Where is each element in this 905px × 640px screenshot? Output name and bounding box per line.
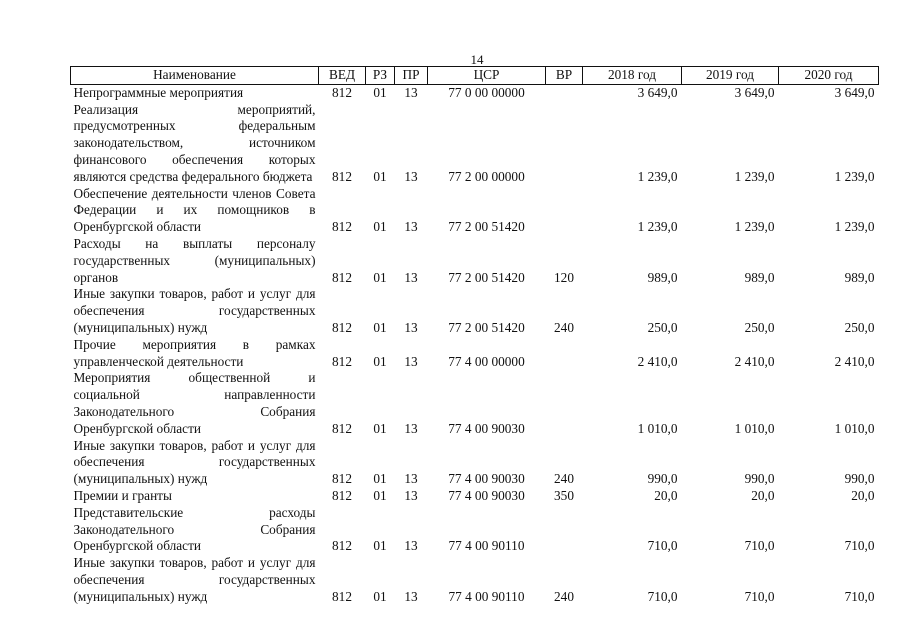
cell-ved: 812	[332, 84, 352, 100]
cell-pr: 13	[404, 353, 418, 369]
table-row	[71, 505, 879, 555]
cell-rz: 01	[373, 219, 387, 235]
cell-name: Иные закупки товаров, работ и услуг для обеспечения государственных (муниципальных) нужд	[73, 555, 316, 604]
cell-y2018: 1 010,0	[637, 420, 678, 436]
cell-rz: 01	[373, 84, 387, 100]
cell-name: Мероприятия общественной и социальной направленности Законодательного Собрания Оренбургской области	[73, 370, 316, 436]
cell-y2019: 2 410,0	[734, 353, 775, 369]
cell-y2020: 250,0	[844, 319, 875, 335]
cell-ved: 812	[332, 353, 352, 369]
cell-ved: 812	[332, 471, 352, 487]
cell-y2020: 989,0	[844, 269, 875, 285]
table-row	[71, 337, 879, 371]
column-header-name: Наименование	[71, 67, 319, 85]
cell-vr: 240	[554, 588, 574, 604]
table-row	[71, 102, 879, 186]
cell-y2019: 989,0	[744, 269, 775, 285]
table-row	[71, 236, 879, 286]
cell-y2019: 990,0	[744, 471, 775, 487]
cell-y2018: 1 239,0	[637, 219, 678, 235]
budget-table	[70, 66, 879, 606]
column-header-2019: 2019 год	[682, 67, 779, 85]
cell-rz: 01	[373, 420, 387, 436]
cell-pr: 13	[404, 269, 418, 285]
cell-csr: 77 4 00 90110	[448, 588, 525, 604]
table-row	[71, 286, 879, 336]
cell-vr	[546, 84, 583, 101]
cell-rz: 01	[373, 168, 387, 184]
cell-pr: 13	[404, 168, 418, 184]
cell-name: Прочие мероприятия в рамках управленческой деятельности	[73, 336, 316, 369]
cell-vr: 240	[554, 319, 574, 335]
cell-y2018: 1 239,0	[637, 168, 678, 184]
cell-ved: 812	[332, 168, 352, 184]
cell-rz: 01	[373, 353, 387, 369]
cell-csr: 77 4 00 90110	[448, 538, 525, 554]
table-row	[71, 488, 879, 505]
cell-ved: 812	[332, 538, 352, 554]
cell-name: Реализация мероприятий, предусмотренных федеральным законодательством, источником финансового обеспечения которых являются средства федерального бюджета	[73, 101, 316, 184]
table-row	[71, 555, 879, 605]
column-header-ved: ВЕД	[319, 67, 366, 85]
cell-vr: 240	[554, 471, 574, 487]
table-row	[71, 438, 879, 488]
cell-ved: 812	[332, 487, 352, 503]
cell-name: Непрограммные мероприятия	[73, 84, 244, 100]
cell-rz: 01	[373, 487, 387, 503]
cell-y2020: 710,0	[844, 538, 875, 554]
cell-name: Представительские расходы Законодательного Собрания Оренбургской области	[73, 504, 316, 554]
column-header-rz: РЗ	[366, 67, 395, 85]
cell-rz: 01	[373, 538, 387, 554]
cell-pr: 13	[404, 219, 418, 235]
column-header-vr: ВР	[546, 67, 583, 85]
column-header-pr: ПР	[395, 67, 428, 85]
column-header-csr: ЦСР	[428, 67, 546, 85]
table-row	[71, 186, 879, 236]
table-row	[71, 370, 879, 437]
cell-y2020: 1 239,0	[834, 219, 875, 235]
cell-vr: 350	[554, 487, 574, 503]
cell-ved: 812	[332, 219, 352, 235]
cell-y2018: 20,0	[654, 487, 678, 503]
cell-y2018: 990,0	[647, 471, 678, 487]
cell-y2020: 1 239,0	[834, 168, 875, 184]
cell-y2020: 1 010,0	[834, 420, 875, 436]
cell-ved: 812	[332, 269, 352, 285]
cell-y2018: 3 649,0	[637, 84, 678, 100]
page-number: 14	[470, 52, 484, 67]
table-header-row	[71, 67, 879, 85]
cell-y2019: 20,0	[751, 487, 775, 503]
cell-name: Иные закупки товаров, работ и услуг для обеспечения государственных (муниципальных) нужд	[73, 286, 316, 335]
cell-csr: 77 2 00 00000	[448, 168, 525, 184]
cell-y2020: 2 410,0	[834, 353, 875, 369]
cell-y2020: 990,0	[844, 471, 875, 487]
cell-pr: 13	[404, 319, 418, 335]
cell-vr	[546, 370, 583, 437]
cell-y2019: 1 010,0	[734, 420, 775, 436]
cell-vr: 120	[554, 269, 574, 285]
cell-vr	[546, 337, 583, 371]
cell-csr: 77 4 00 90030	[448, 487, 525, 503]
cell-y2018: 710,0	[647, 538, 678, 554]
cell-y2019: 1 239,0	[734, 168, 775, 184]
cell-y2019: 710,0	[744, 588, 775, 604]
table-row	[71, 84, 879, 101]
cell-rz: 01	[373, 319, 387, 335]
cell-pr: 13	[404, 84, 418, 100]
cell-y2020: 20,0	[851, 487, 875, 503]
cell-name: Расходы на выплаты персоналу государственных (муниципальных) органов	[73, 235, 316, 285]
cell-y2018: 989,0	[647, 269, 678, 285]
cell-csr: 77 4 00 00000	[448, 353, 525, 369]
cell-csr: 77 0 00 00000	[448, 84, 525, 100]
cell-rz: 01	[373, 588, 387, 604]
cell-csr: 77 2 00 51420	[448, 219, 525, 235]
cell-y2019: 1 239,0	[734, 219, 775, 235]
cell-ved: 812	[332, 319, 352, 335]
cell-y2018: 710,0	[647, 588, 678, 604]
table-body	[71, 84, 879, 605]
cell-y2018: 2 410,0	[637, 353, 678, 369]
cell-csr: 77 2 00 51420	[448, 319, 525, 335]
cell-ved: 812	[332, 588, 352, 604]
cell-vr	[546, 505, 583, 555]
cell-y2018: 250,0	[647, 319, 678, 335]
cell-y2019: 3 649,0	[734, 84, 775, 100]
column-header-2020: 2020 год	[779, 67, 879, 85]
cell-pr: 13	[404, 420, 418, 436]
cell-ved: 812	[332, 420, 352, 436]
column-header-2018: 2018 год	[583, 67, 682, 85]
cell-pr: 13	[404, 471, 418, 487]
cell-y2019: 250,0	[744, 319, 775, 335]
cell-pr: 13	[404, 538, 418, 554]
cell-vr	[546, 102, 583, 186]
cell-y2020: 710,0	[844, 588, 875, 604]
cell-csr: 77 4 00 90030	[448, 471, 525, 487]
cell-csr: 77 4 00 90030	[448, 420, 525, 436]
cell-pr: 13	[404, 588, 418, 604]
cell-rz: 01	[373, 269, 387, 285]
cell-rz: 01	[373, 471, 387, 487]
cell-csr: 77 2 00 51420	[448, 269, 525, 285]
cell-name: Обеспечение деятельности членов Совета Федерации и их помощников в Оренбургской области	[73, 185, 316, 235]
cell-y2019: 710,0	[744, 538, 775, 554]
cell-y2020: 3 649,0	[834, 84, 875, 100]
cell-name: Премии и гранты	[73, 487, 172, 503]
cell-vr	[546, 186, 583, 236]
cell-name: Иные закупки товаров, работ и услуг для обеспечения государственных (муниципальных) нужд	[73, 437, 316, 487]
cell-pr: 13	[404, 487, 418, 503]
